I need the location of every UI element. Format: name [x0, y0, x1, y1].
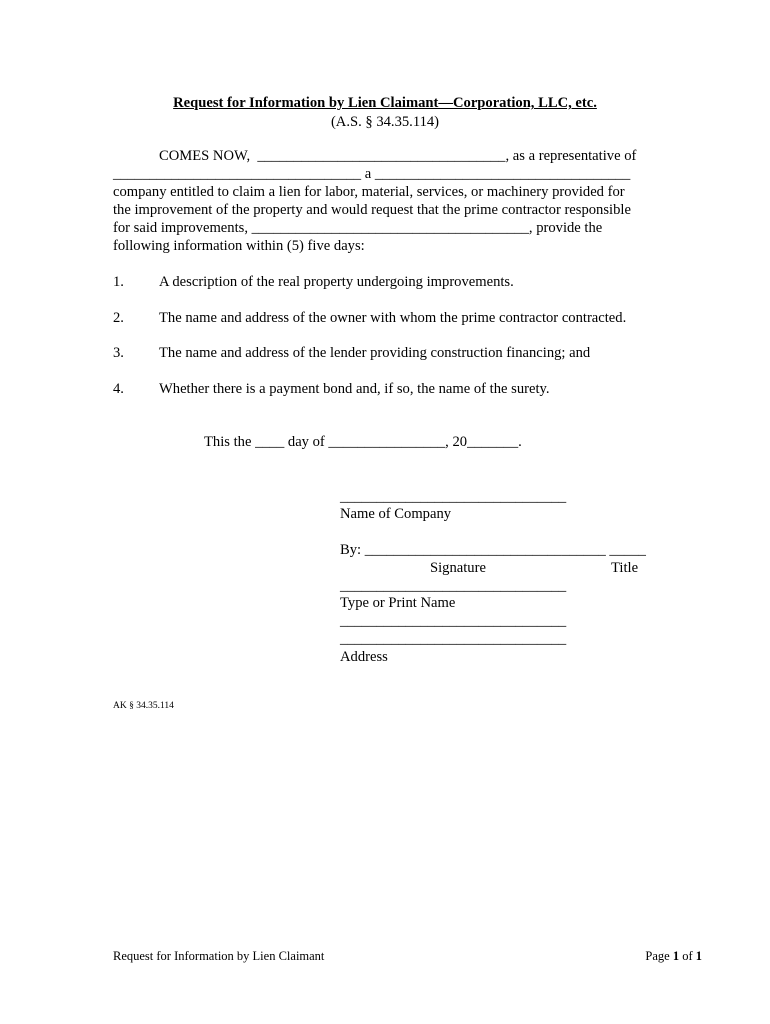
body-line-1: COMES NOW, __________________________________, as a representative of — [159, 148, 637, 164]
by-signature-line: By: ___________________________ — [340, 542, 562, 558]
list-item-number: 1. — [113, 274, 124, 290]
body-line-6: following information within (5) five days: — [113, 238, 365, 254]
statute-citation: (A.S. § 34.35.114) — [330, 114, 440, 130]
page-number — [645, 950, 702, 963]
page-total: 1 — [695, 949, 702, 963]
body-line-2: __________________________________ a ___________________________________ — [113, 166, 631, 182]
page-prefix: Page — [645, 949, 673, 963]
list-item-number: 3. — [113, 345, 124, 361]
body-line-4: the improvement of the property and would request that the prime contractor responsible — [113, 202, 631, 218]
print-name-label: Type or Print Name — [340, 595, 456, 611]
address-blank-2: _______________________________ — [340, 631, 567, 647]
company-name-label: Name of Company — [340, 506, 452, 522]
document-title: Request for Information by Lien Claimant—Corporation, LLC, etc. — [173, 95, 597, 111]
title-blank: ______ _____ — [562, 542, 646, 558]
body-line-3: company entitled to claim a lien for labor, material, services, or machinery provided for — [113, 184, 625, 200]
list-item-number: 4. — [113, 381, 124, 397]
company-name-blank: _______________________________ — [340, 489, 567, 505]
date-line: This the ____ day of ________________, 20_______. — [204, 434, 522, 450]
signature-label: Signature — [430, 560, 486, 576]
list-item: Whether there is a payment bond and, if so, the name of the surety. — [159, 381, 550, 397]
page-of: of — [679, 949, 696, 963]
print-name-blank: _______________________________ — [340, 578, 567, 594]
form-code: AK § 34.35.114 — [113, 701, 174, 711]
list-item: The name and address of the owner with whom the prime contractor contracted. — [159, 310, 627, 326]
list-item: The name and address of the lender providing construction financing; and — [159, 345, 591, 361]
list-item: A description of the real property undergoing improvements. — [159, 274, 514, 290]
address-blank-1: _______________________________ — [340, 613, 567, 629]
page-current: 1 — [672, 949, 680, 963]
footer-title: Request for Information by Lien Claimant — [113, 949, 325, 963]
title-label: Title — [611, 560, 639, 576]
list-item-number: 2. — [113, 310, 124, 326]
body-line-5: for said improvements, ______________________________________, provide the — [113, 220, 603, 236]
address-label: Address — [340, 649, 388, 665]
